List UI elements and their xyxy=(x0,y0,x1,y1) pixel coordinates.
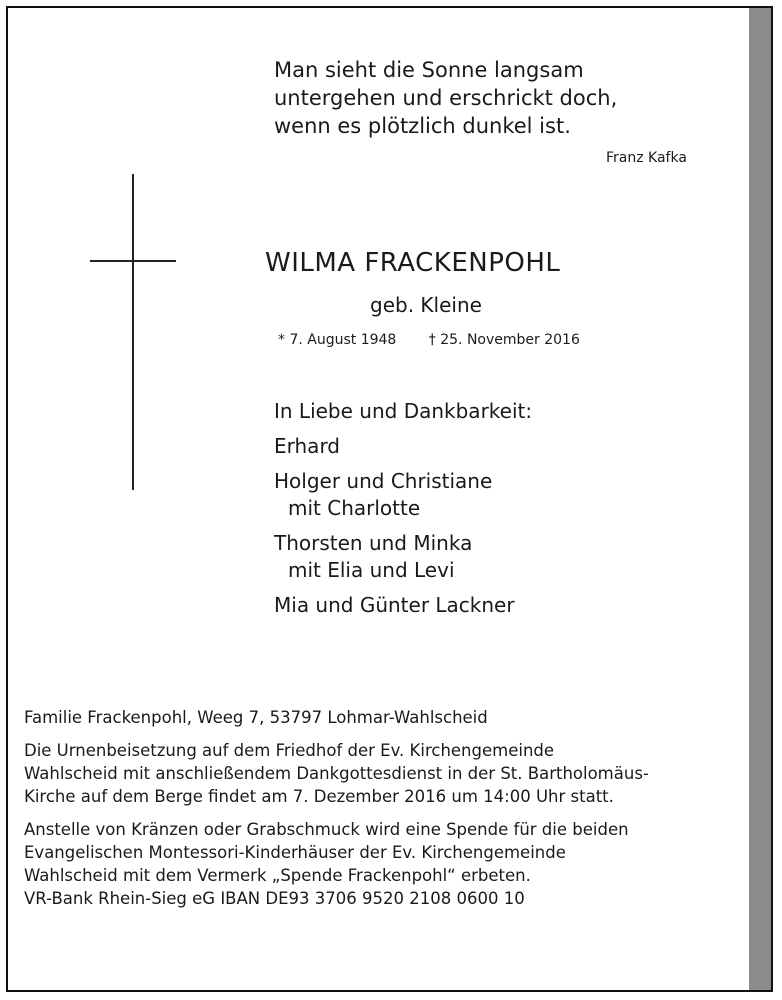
maiden-name: geb. Kleine xyxy=(370,293,482,317)
mourners-intro: In Liebe und Dankbarkeit: xyxy=(274,399,533,423)
family-address xyxy=(24,706,739,729)
death-date: † 25. November 2016 xyxy=(428,332,580,348)
mourner-entry: Holger und Christiane xyxy=(274,469,493,493)
footer-info xyxy=(24,706,739,920)
donation-line: Wahlscheid mit dem Vermerk „Spende Frackenpohl“ erbeten. xyxy=(24,866,531,885)
mourner-sub-entry: mit Charlotte xyxy=(288,496,421,520)
obituary-notice xyxy=(6,6,773,992)
quote-line: wenn es plötzlich dunkel ist. xyxy=(274,114,571,138)
mourners-list xyxy=(274,398,532,619)
mourner-entry: Erhard xyxy=(274,434,341,458)
quote-author: Franz Kafka xyxy=(606,150,687,166)
donation-info xyxy=(24,818,739,910)
mourner-sub-entry: mit Elia und Levi xyxy=(288,558,455,582)
funeral-line: Die Urnenbeisetzung auf dem Friedhof der Ev. Kirchengemeinde xyxy=(24,741,555,760)
cross-vertical-bar xyxy=(132,174,134,490)
mourner-entry: Thorsten und Minka xyxy=(274,531,473,555)
bank-details: VR-Bank Rhein-Sieg eG IBAN DE93 3706 9520 2108 0600 10 xyxy=(24,889,525,908)
birth-date: * 7. August 1948 xyxy=(278,332,397,348)
address-line: Familie Frackenpohl, Weeg 7, 53797 Lohmar-Wahlscheid xyxy=(24,708,488,727)
cross-horizontal-bar xyxy=(90,260,176,262)
funeral-info xyxy=(24,739,739,808)
life-dates xyxy=(278,332,580,348)
mourner-entry: Mia und Günter Lackner xyxy=(274,593,515,617)
side-margin-bar xyxy=(749,8,771,990)
donation-line: Evangelischen Montessori-Kinderhäuser der Ev. Kirchengemeinde xyxy=(24,843,566,862)
deceased-name: WILMA FRACKENPOHL xyxy=(265,248,561,278)
donation-line: Anstelle von Kränzen oder Grabschmuck wird eine Spende für die beiden xyxy=(24,820,629,839)
quote-line: untergehen und erschrickt doch, xyxy=(274,86,618,110)
funeral-line: Kirche auf dem Berge findet am 7. Dezember 2016 um 14:00 Uhr statt. xyxy=(24,787,614,806)
quote xyxy=(274,56,617,140)
quote-line: Man sieht die Sonne langsam xyxy=(274,58,584,82)
funeral-line: Wahlscheid mit anschließendem Dankgottesdienst in der St. Bartholomäus- xyxy=(24,764,649,783)
